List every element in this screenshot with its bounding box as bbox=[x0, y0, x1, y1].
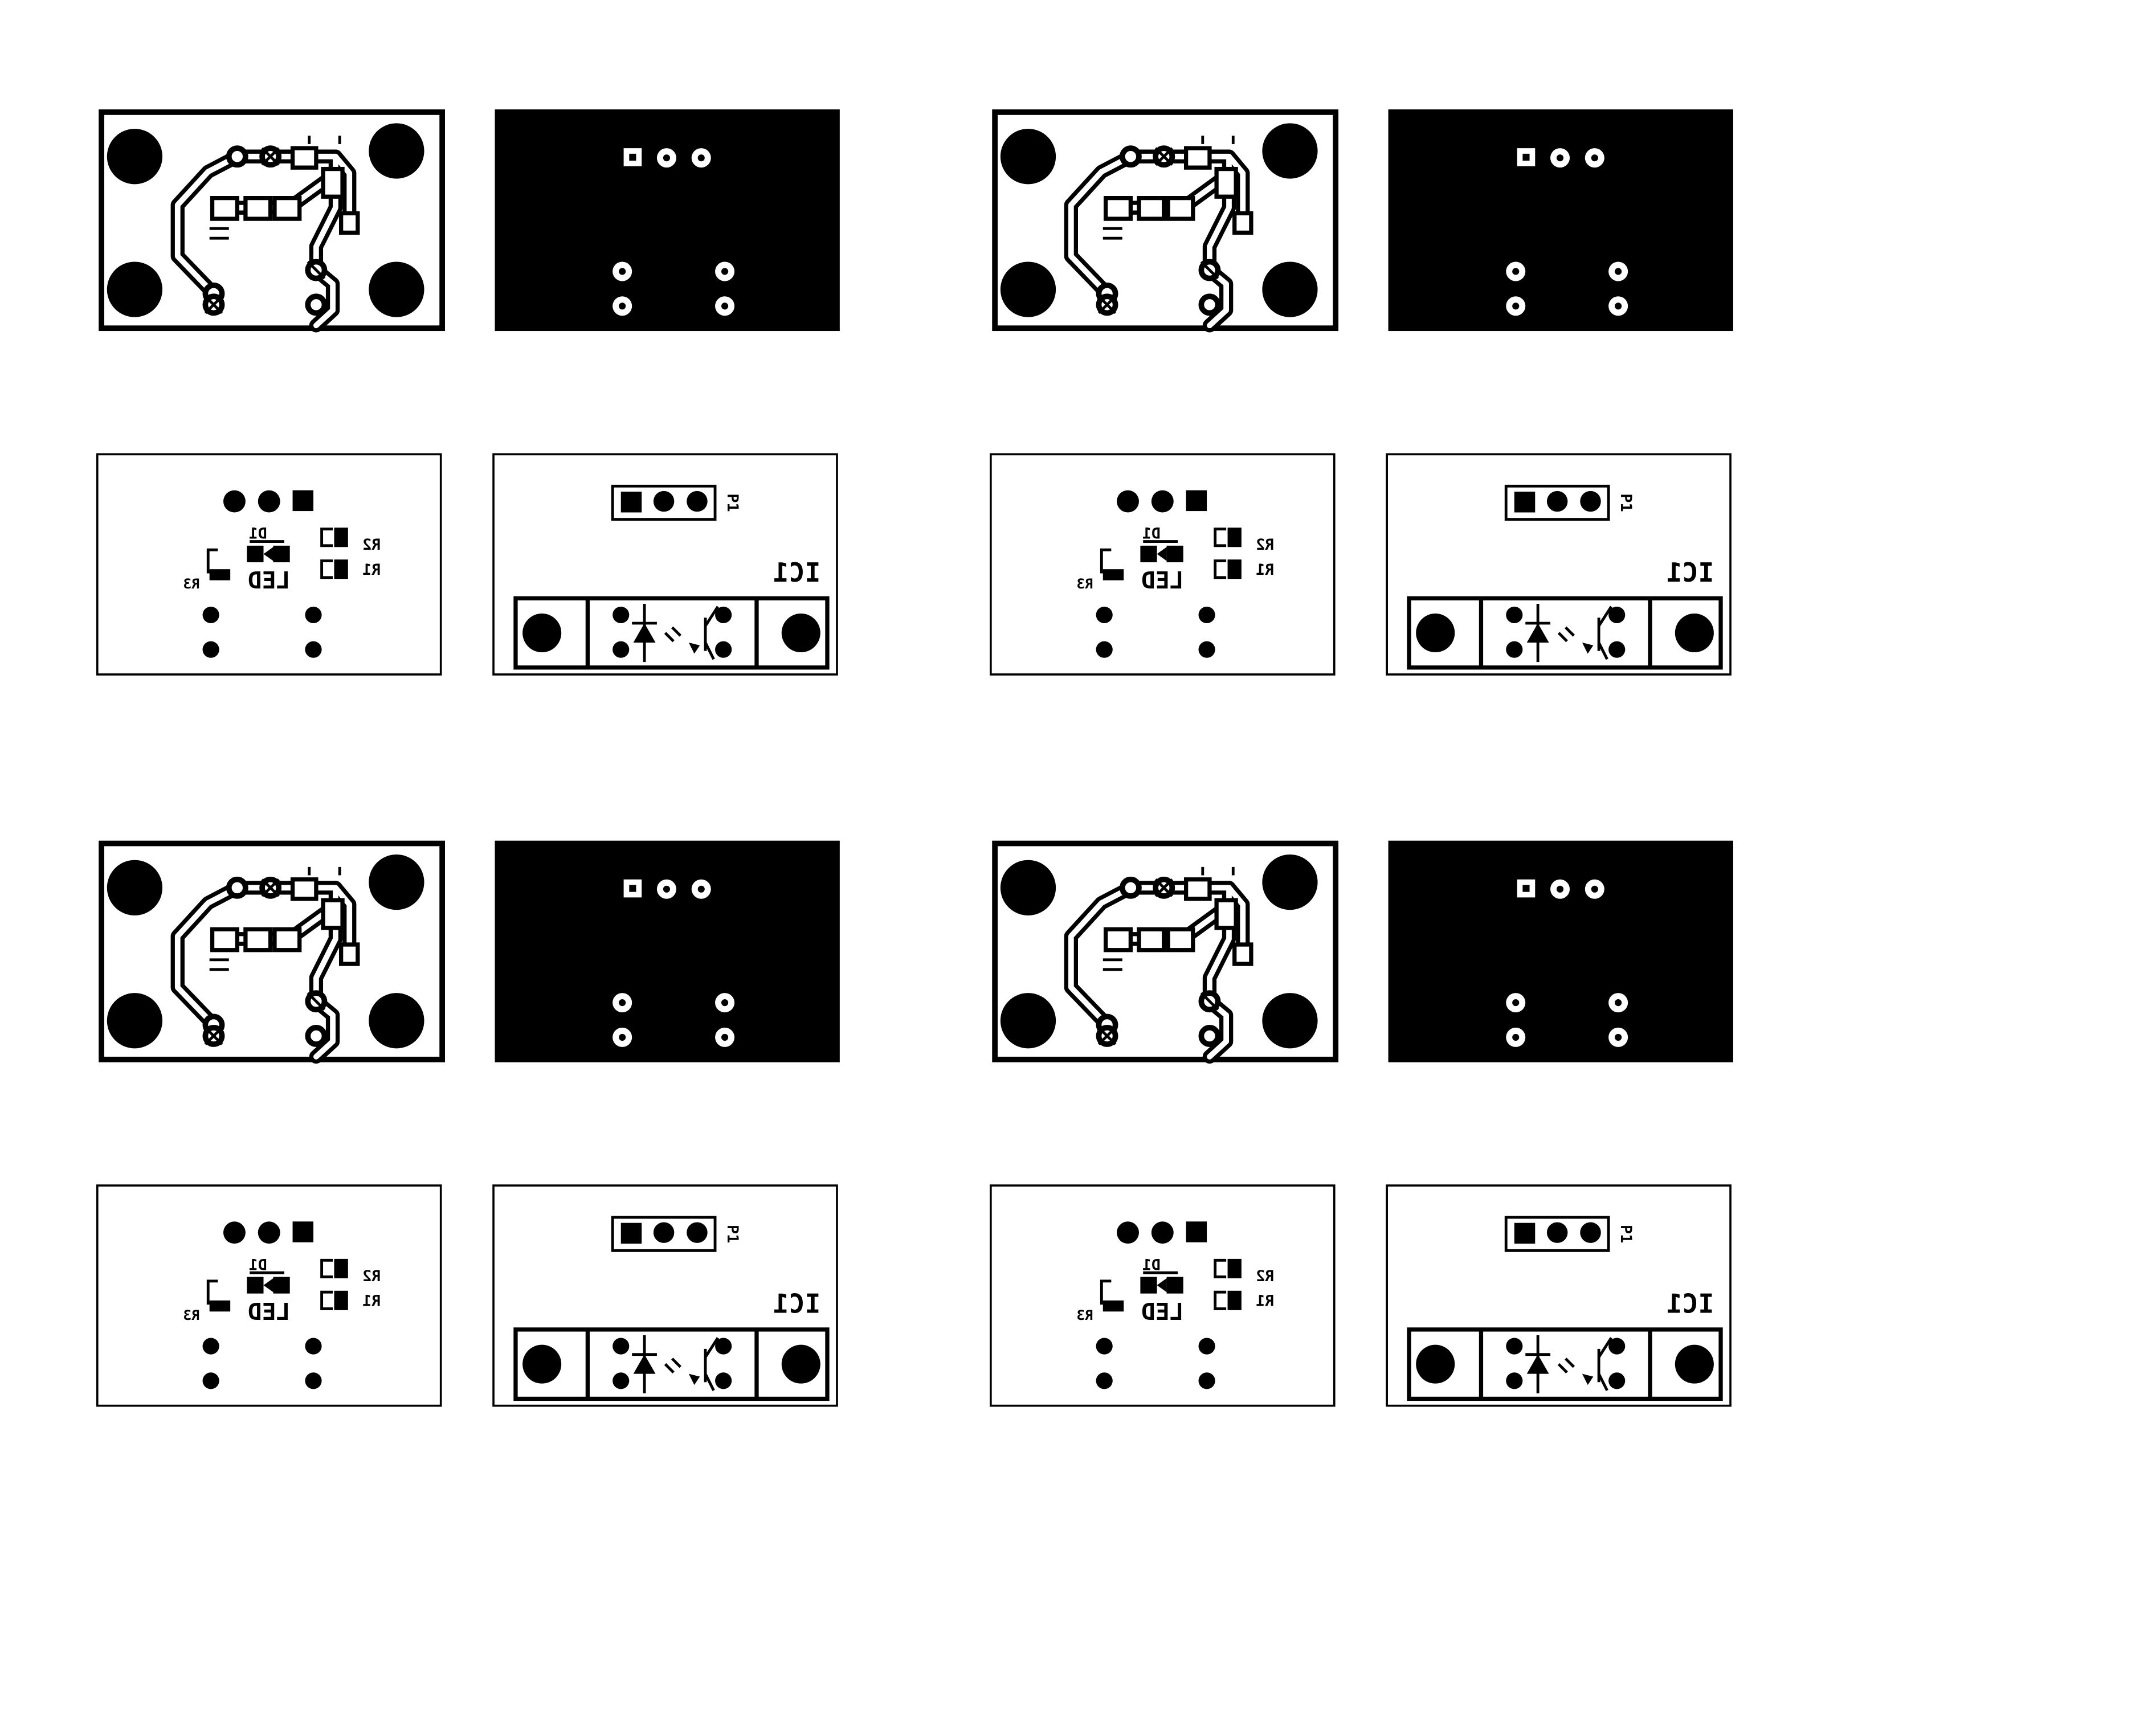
copper-bottom-layer bbox=[1389, 109, 1733, 331]
label-r2: R2 bbox=[362, 1267, 381, 1285]
board-copy-4 bbox=[991, 841, 1733, 1406]
label-r1: R1 bbox=[1256, 1292, 1275, 1310]
copper-top-layer bbox=[101, 844, 442, 1060]
copper-bottom-layer bbox=[495, 841, 839, 1062]
silkscreen-top-layer bbox=[991, 454, 1334, 674]
copper-bottom-layer bbox=[1389, 841, 1733, 1062]
copper-top-layer bbox=[101, 112, 442, 328]
label-r1: R1 bbox=[1256, 561, 1275, 579]
label-ic1: IC1 bbox=[773, 1288, 821, 1319]
label-r3: R3 bbox=[183, 575, 200, 592]
board-copy-3 bbox=[97, 841, 840, 1406]
label-d1: D1 bbox=[248, 1256, 267, 1274]
copper-bottom-layer bbox=[495, 109, 839, 331]
silkscreen-top-layer bbox=[97, 1185, 441, 1406]
silkscreen-top-layer bbox=[97, 454, 441, 674]
label-d1: D1 bbox=[1142, 525, 1161, 543]
label-d1: D1 bbox=[1142, 1256, 1161, 1274]
label-ic1: IC1 bbox=[773, 557, 821, 588]
label-r3: R3 bbox=[1076, 1306, 1093, 1323]
label-p1: P1 bbox=[723, 493, 741, 512]
label-p1: P1 bbox=[723, 1225, 741, 1244]
label-r2: R2 bbox=[362, 536, 381, 554]
label-led: LED bbox=[247, 1298, 291, 1326]
label-ic1: IC1 bbox=[1666, 1288, 1714, 1319]
label-r2: R2 bbox=[1256, 536, 1275, 554]
label-led: LED bbox=[247, 567, 291, 595]
board-copy-2 bbox=[991, 109, 1733, 674]
label-r3: R3 bbox=[1076, 575, 1093, 592]
copper-top-layer bbox=[995, 112, 1336, 328]
label-r1: R1 bbox=[362, 561, 381, 579]
label-ic1: IC1 bbox=[1666, 557, 1714, 588]
silkscreen-top-layer bbox=[991, 1185, 1334, 1406]
label-d1: D1 bbox=[248, 525, 267, 543]
label-p1: P1 bbox=[1616, 493, 1635, 512]
copper-top-layer bbox=[995, 844, 1336, 1060]
label-r2: R2 bbox=[1256, 1267, 1275, 1285]
label-r3: R3 bbox=[183, 1306, 200, 1323]
label-r1: R1 bbox=[362, 1292, 381, 1310]
label-led: LED bbox=[1141, 1298, 1184, 1326]
board-copy-1 bbox=[97, 109, 840, 674]
label-p1: P1 bbox=[1616, 1225, 1635, 1244]
label-led: LED bbox=[1141, 567, 1184, 595]
